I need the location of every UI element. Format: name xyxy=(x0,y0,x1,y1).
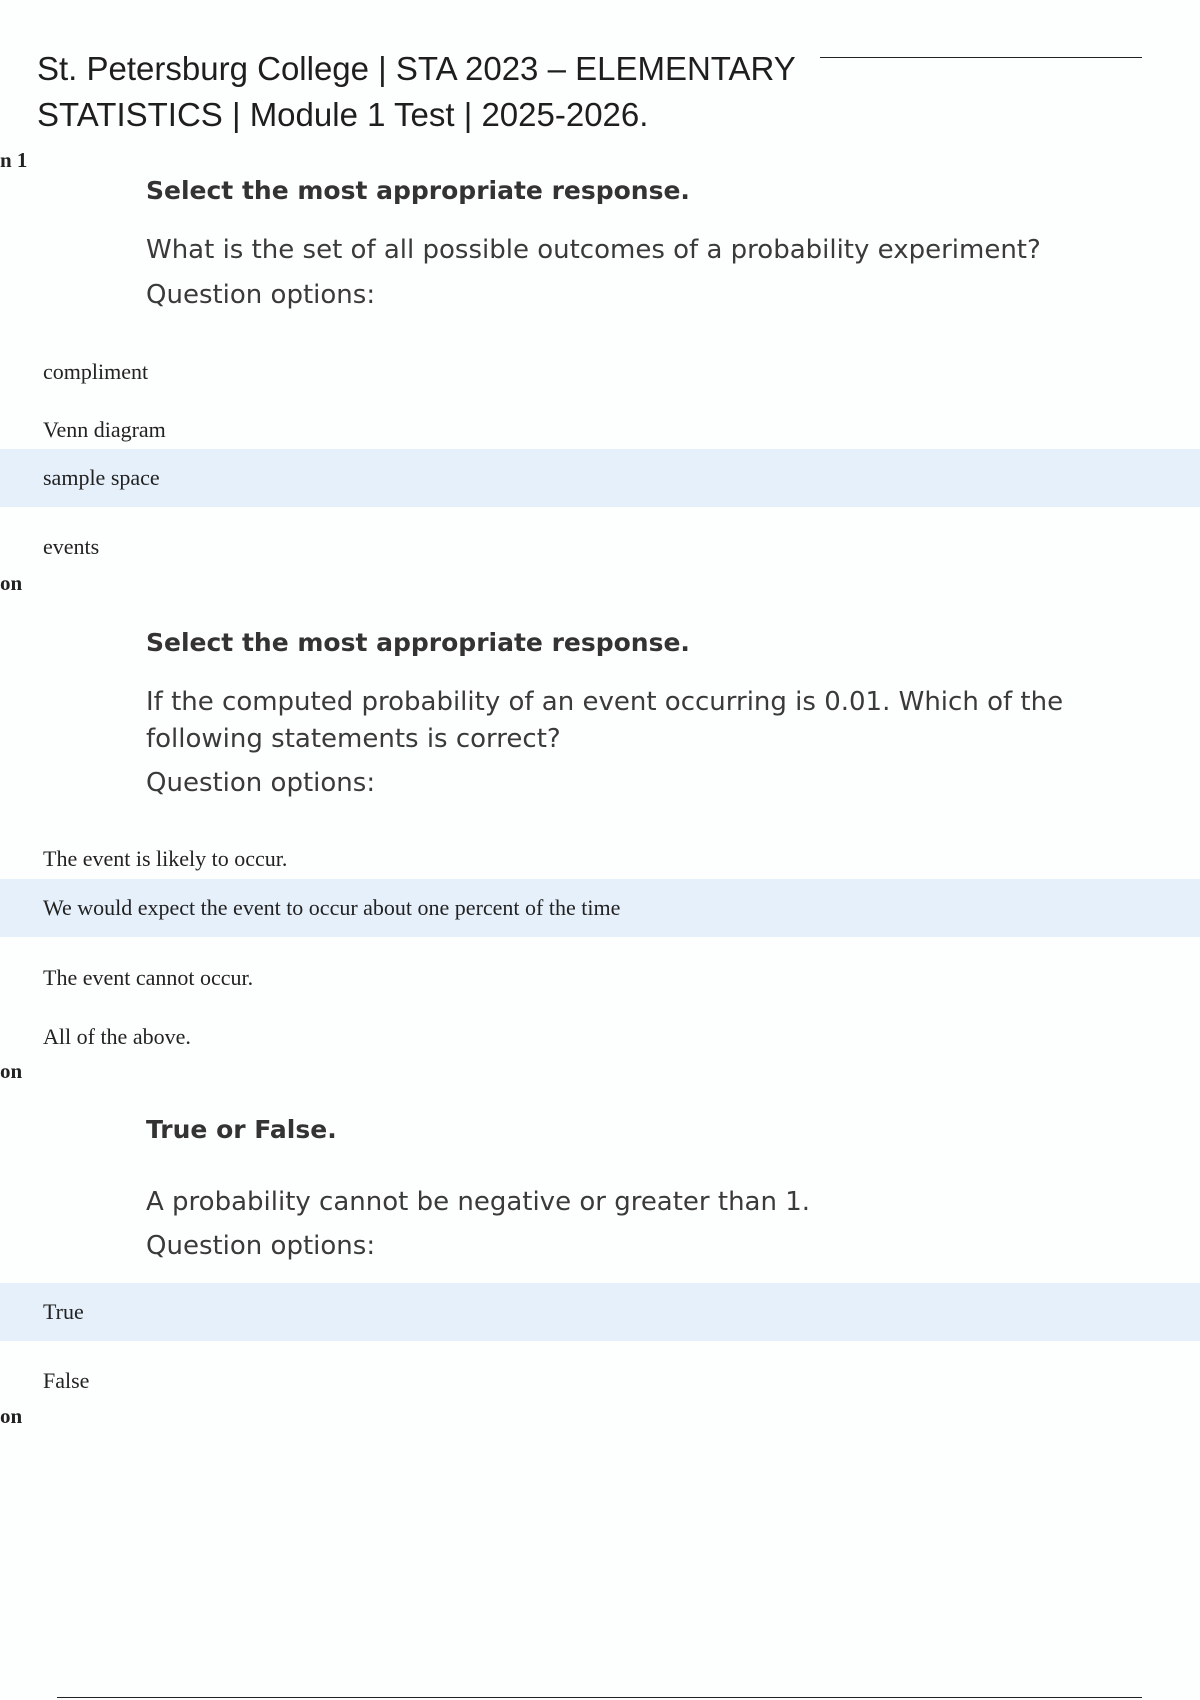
question-2-text: If the computed probability of an event occurring is 0.01. Which of the following statements is correct? xyxy=(146,687,1064,754)
question-2-option-3[interactable]: The event cannot occur. xyxy=(43,965,254,990)
question-3-option-1[interactable]: True xyxy=(0,1283,1200,1341)
question-4-number: on xyxy=(0,1404,23,1428)
question-3-number: on xyxy=(0,1059,23,1083)
document-title-line-1: St. Petersburg College | STA 2023 – ELEMENTARY xyxy=(37,50,796,87)
document-title xyxy=(37,46,937,138)
question-1-option-2[interactable]: Venn diagram xyxy=(43,417,166,442)
question-2-instruction: Select the most appropriate response. xyxy=(146,628,690,657)
question-1-number: n 1 xyxy=(0,148,28,172)
question-3-option-2[interactable]: False xyxy=(43,1368,90,1393)
question-2-option-2[interactable]: We would expect the event to occur about one percent of the time xyxy=(0,879,1200,937)
question-3-text: A probability cannot be negative or greater than 1. xyxy=(146,1187,811,1217)
question-2-options-label: Question options: xyxy=(146,768,376,798)
question-1-options-label: Question options: xyxy=(146,280,376,310)
question-2-option-4[interactable]: All of the above. xyxy=(43,1024,191,1049)
question-1-option-1[interactable]: compliment xyxy=(43,359,149,384)
footer-rule xyxy=(57,1697,1142,1698)
document-title-line-2: STATISTICS | Module 1 Test | 2025-2026. xyxy=(37,96,649,133)
question-1-text: What is the set of all possible outcomes of a probability experiment? xyxy=(146,235,1041,265)
question-2-number: on xyxy=(0,571,23,595)
question-1-instruction: Select the most appropriate response. xyxy=(146,176,690,205)
question-3-instruction: True or False. xyxy=(146,1115,337,1144)
question-3-options-label: Question options: xyxy=(146,1231,376,1261)
question-1-option-4[interactable]: events xyxy=(43,534,100,559)
question-2-option-1[interactable]: The event is likely to occur. xyxy=(43,846,288,871)
question-1-option-3[interactable]: sample space xyxy=(0,449,1200,507)
